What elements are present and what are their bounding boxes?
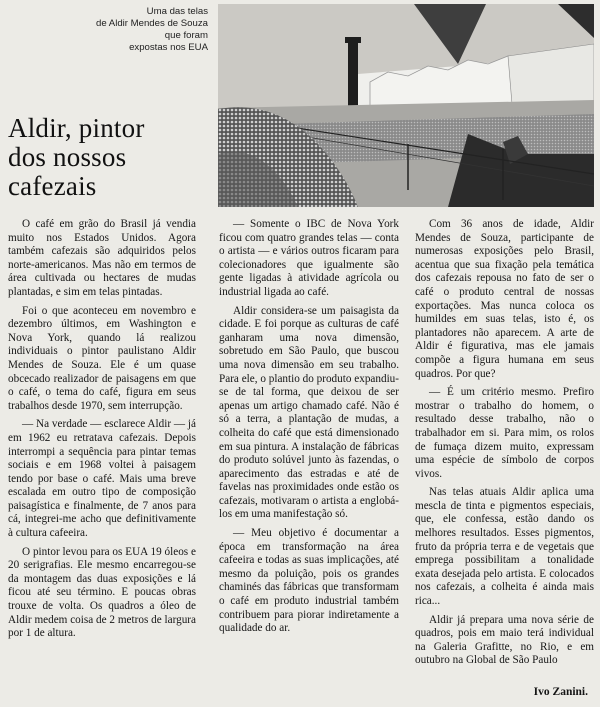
paragraph: O pintor levou para os EUA 19 óleos e 20 serigrafias. Ele mesmo encarregou-se da montagem das duas exposições e lá ficou até seu término. E poucas obras trouxe de volta. Os quadros a óleo de Aldir medem coisa de 2 metros de largura por 1 de altura. (8, 545, 196, 640)
caption-line: Uma das telas (146, 6, 208, 17)
paragraph: — Meu objetivo é documentar a época em transformação na área cafeeira e todas as suas implicações, até mesmo da poluição, pois os grandes chaminés das fábricas que transformam o café em produto industrial também contribuem para piorar indiretamente a qualidade do ar. (219, 527, 399, 635)
headline-line: dos nossos (8, 142, 127, 172)
painting-image (218, 4, 594, 207)
paragraph: — Somente o IBC de Nova York ficou com quatro grandes telas — conta o artista — e vários outros ficaram para colecionadores que igualmente são gente ligadas à atividade agrícola ou industrial ligada ao café. (219, 218, 399, 298)
headline-line: cafezais (8, 171, 97, 201)
caption-line: expostas nos EUA (129, 42, 208, 53)
painting-factory-icon (218, 4, 594, 207)
paragraph: — É um critério mesmo. Prefiro mostrar o trabalho do homem, o resultado desse trabalho, não o trabalhador em si. Para mim, os rolos de fumaça dizem muito, expressam uma espécie de símbolo de corpos vivos. (415, 386, 594, 480)
paragraph: O café em grão do Brasil já vendia muito nos Estados Unidos. Agora também cafezais são adquiridos pelos norte-americanos. Mas não em termos de área cultivada ou hectares de mudas plantadas, e sim em telas pintadas. (8, 218, 196, 298)
paragraph: Foi o que aconteceu em novembro e dezembro últimos, em Washington e Nova York, quando lá realizou individuais o pintor paulistano Aldir Mendes de Souza. Ele é um quase obcecado realizador de paisagens em que o café, o tema do café, figura em seus trabalhos desde 1970, sem interrupção. (8, 304, 196, 412)
article-column-1 (8, 218, 196, 646)
paragraph: — Na verdade — esclarece Aldir — já em 1962 eu retratava cafezais. Depois interrompi a sequência para pintar temas sociais e em 1968 voltei à paisagem tendo por base o café. Mais uma breve escalada em outro tipo de composição paisagística e finalmente, de 7 anos para cá, integrei-me acho que definitivamente à cultura cafeeira. (8, 418, 196, 540)
paragraph: Aldir considera-se um paisagista da cidade. E foi porque as culturas de café ganharam uma nova dimensão, sobretudo em São Paulo, que buscou uma nova dimensão em seu trabalho. Para ele, o plantio do produto expandiu-se de tal forma, que deixou de ser apenas um artigo chamado café. Não é só a terra, a plantação de mudas, a colheita do café que está dimensionado em sua pintura. A instalação de fábricas do produto solúvel junto às fazendas, o aparecimento das estradas e até de favelas nas proximidades onde estão os cafezais, motivaram o artista a englobá-los em uma manifestação só. (219, 304, 399, 521)
headline-line: Aldir, pintor (8, 113, 145, 143)
paragraph: Aldir já prepara uma nova série de quadros, pois em maio terá individual na Galeria Grafitte, no Rio, e em outubro na Global de São Paulo (415, 613, 594, 667)
paragraph: Com 36 anos de idade, Aldir Mendes de Souza, participante de numerosas exposições pelo Brasil, acentua que sua fixação pela temática dos cafezais repousa no fato de ser o café o produto central de nossas exportações. Mas nunca coloca os humildes em suas telas, isto é, os plantadores não aparecem. A arte de Aldir é figurativa, mas ele jamais compõe a figura humana em seus quadros. Por que? (415, 218, 594, 380)
caption-line: de Aldir Mendes de Souza (95, 18, 208, 29)
author-byline: Ivo Zanini. (533, 686, 588, 698)
article-column-3 (415, 218, 594, 673)
photo-caption (70, 6, 208, 54)
article-column-2 (219, 218, 399, 641)
caption-line: que foram (164, 30, 208, 41)
headline (8, 114, 218, 201)
paragraph: Nas telas atuais Aldir aplica uma mescla de tinta e pigmentos especiais, que, ele confessa, estão dando os melhores resultados. Esses pigmentos, fruto da própria terra e de vegetais que emprega possibilitam a tonalidade exata desejada pelo artista. E colocados nos cafezais, a colheita é ainda mais rica... (415, 486, 594, 608)
